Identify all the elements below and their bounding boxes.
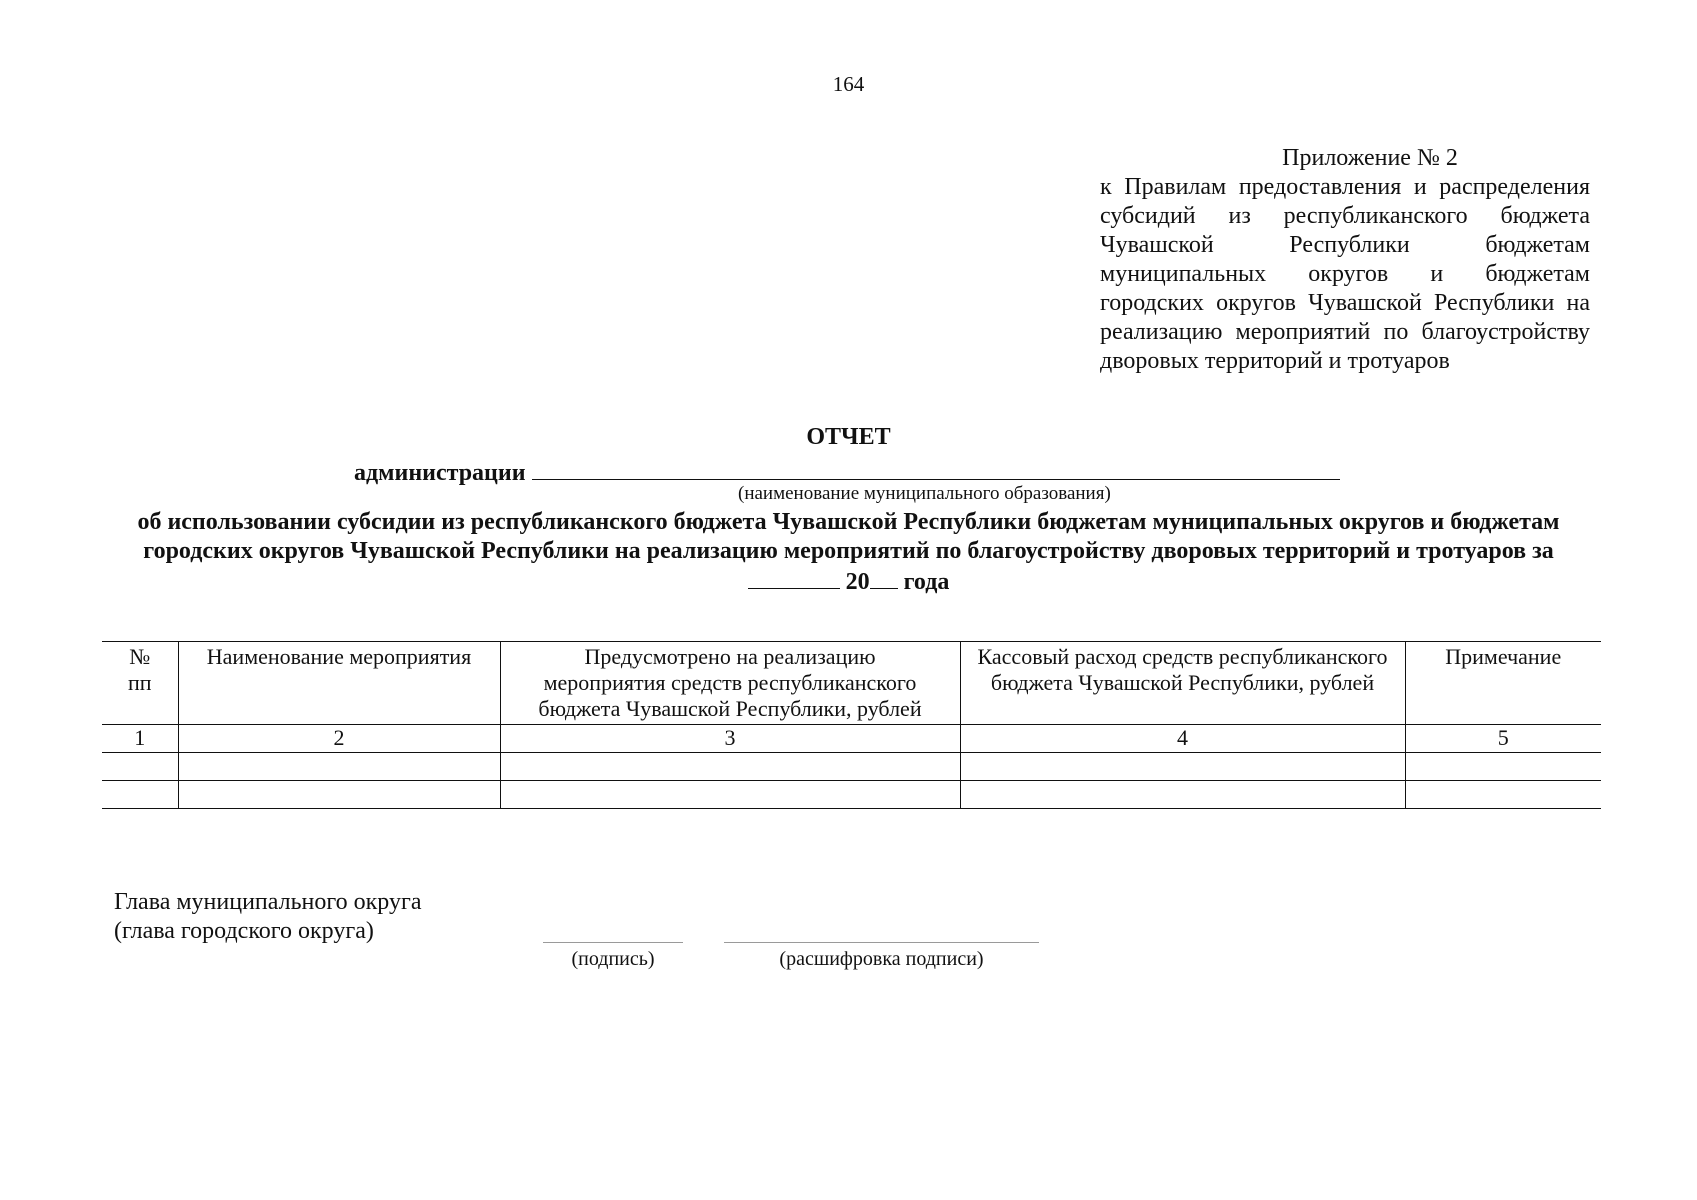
appendix-body: к Правилам предоставления и распределения субсидий из республиканского бюджета Чувашской Республики бюджетам муниципальных округов и бюджетам городских округов Чувашской Республики на реализацию мероприятий по благоустройству дворовых территорий и тротуаров — [1100, 174, 1590, 374]
table-cell[interactable] — [102, 753, 178, 781]
head-title-line1: Глава муниципального округа — [114, 889, 422, 915]
table-cell[interactable] — [178, 781, 500, 809]
appendix-title: Приложение № 2 — [1282, 145, 1458, 171]
table-cell[interactable] — [500, 753, 960, 781]
column-number: 1 — [102, 725, 178, 753]
table-header-row — [102, 642, 1601, 725]
column-number: 5 — [1405, 725, 1601, 753]
table-cell[interactable] — [1405, 753, 1601, 781]
signature-caption: (подпись) — [571, 948, 655, 970]
admin-caption: (наименование муниципального образования) — [738, 483, 1111, 504]
column-number: 2 — [178, 725, 500, 753]
municipality-name-blank[interactable] — [532, 455, 1340, 480]
report-title: ОТЧЕТ — [806, 424, 891, 450]
table-cell[interactable] — [960, 781, 1405, 809]
table-cell[interactable] — [500, 781, 960, 809]
appendix-block — [1100, 144, 1590, 376]
report-table — [102, 641, 1601, 809]
year-blank[interactable] — [870, 566, 898, 589]
table-row — [102, 753, 1601, 781]
subtitle-text: об использовании субсидии из республиканского бюджета Чувашской Республики бюджетам муниципальных округов и бюджетам городских округов Чувашской Республики на реализацию мероприятий по благоустройству дворовых территорий и тротуаров за — [137, 509, 1560, 564]
column-number: 4 — [960, 725, 1405, 753]
column-number-row — [102, 725, 1601, 753]
header-cash-expense: Кассовый расход средств республиканского бюджета Чувашской Республики, рублей — [960, 642, 1405, 725]
year-suffix: года — [903, 569, 950, 595]
table-cell[interactable] — [1405, 781, 1601, 809]
table-cell[interactable] — [178, 753, 500, 781]
signature-decoding-line[interactable] — [724, 942, 1039, 943]
column-number: 3 — [500, 725, 960, 753]
table-cell[interactable] — [960, 753, 1405, 781]
header-planned-funds: Предусмотрено на реализацию мероприятия средств республиканского бюджета Чувашской Республики, рублей — [500, 642, 960, 725]
report-subtitle — [100, 508, 1597, 597]
header-measure-name: Наименование мероприятия — [178, 642, 500, 725]
year-prefix: 20 — [845, 569, 870, 595]
head-title — [114, 888, 422, 946]
header-note: Примечание — [1405, 642, 1601, 725]
table-row — [102, 781, 1601, 809]
header-number: № пп — [102, 642, 178, 725]
page-number: 164 — [832, 72, 865, 96]
signature-decoding-caption: (расшифровка подписи) — [779, 948, 984, 970]
table-cell[interactable] — [102, 781, 178, 809]
admin-label: администрации — [354, 460, 526, 486]
period-blank[interactable] — [748, 566, 840, 589]
signature-line[interactable] — [543, 942, 683, 943]
head-title-line2: (глава городского округа) — [114, 918, 374, 944]
